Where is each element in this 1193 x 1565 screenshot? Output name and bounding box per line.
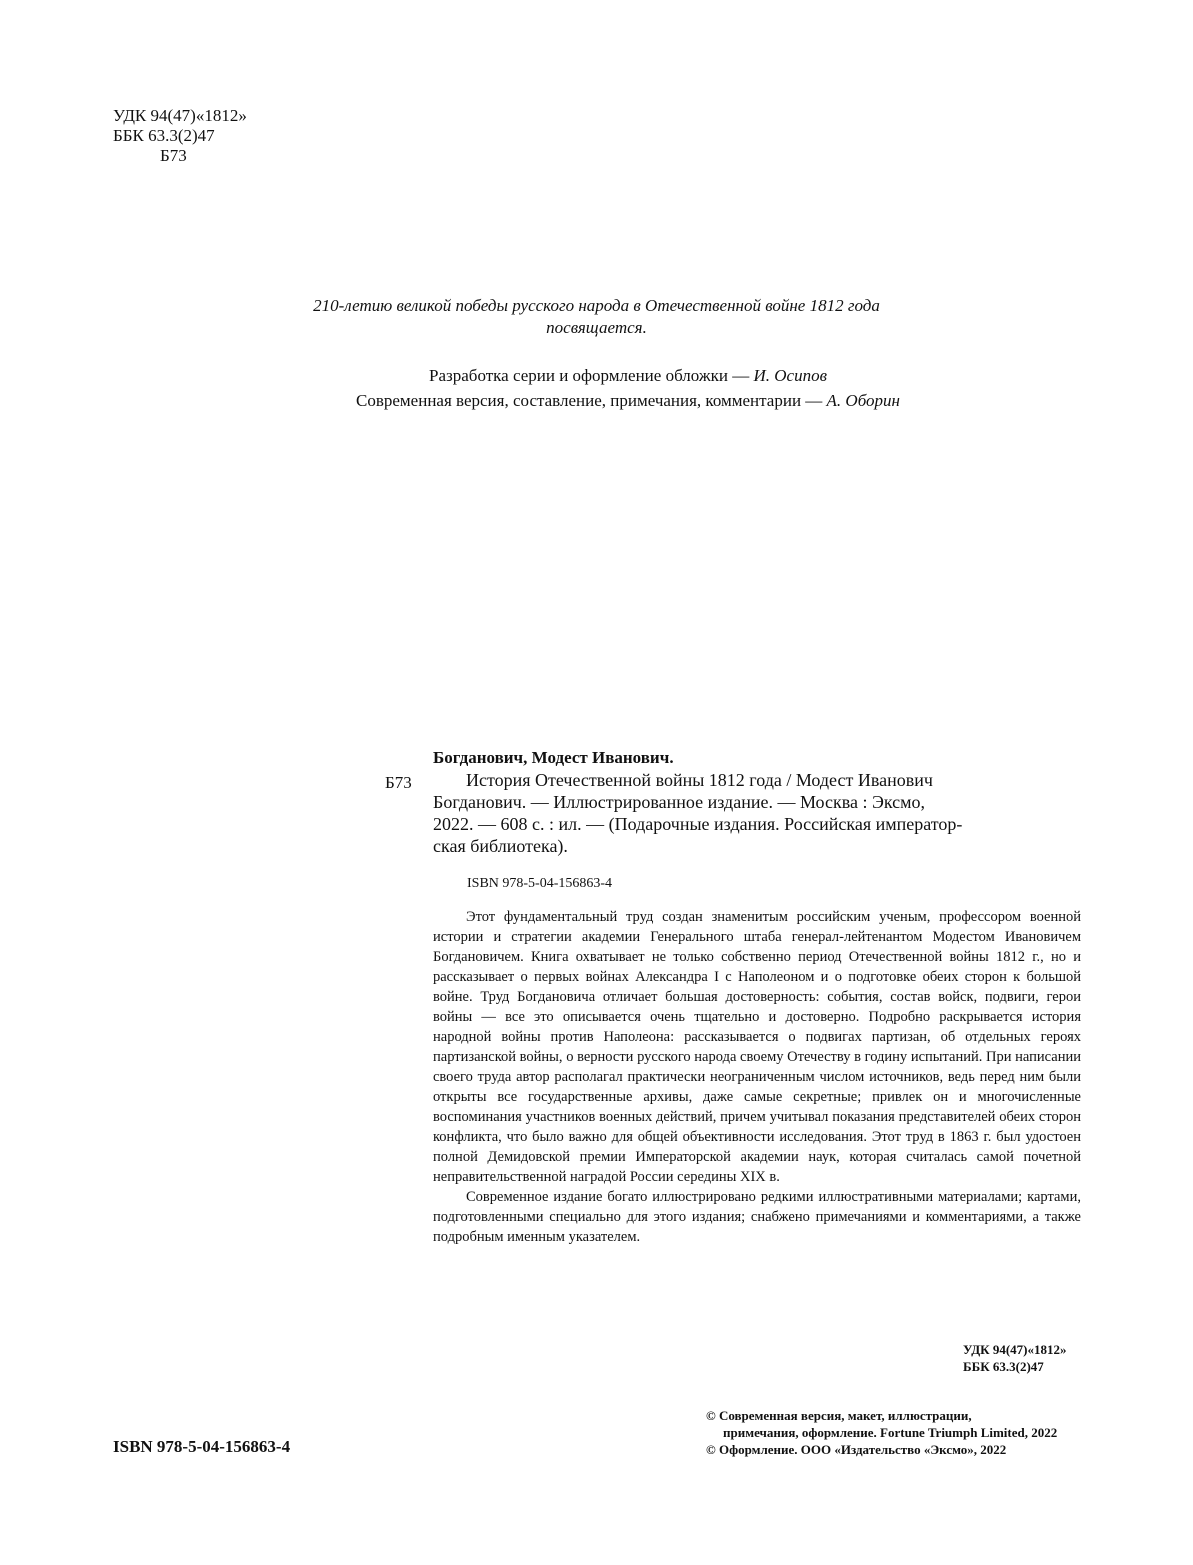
copyright-line-2: примечания, оформление. Fortune Triumph Limited, 2022 bbox=[723, 1425, 1058, 1440]
catalog-line-1: История Отечественной войны 1812 года / Модест Иванович bbox=[466, 770, 933, 790]
annotation bbox=[433, 907, 1081, 1247]
isbn-bottom: ISBN 978-5-04-156863-4 bbox=[113, 1437, 291, 1456]
credit-edition-name: А. Оборин bbox=[826, 391, 900, 410]
annotation-paragraph-2: Современное издание богато иллюстрировано редкими иллюстративными материалами; картами, подготовленными специально для этого издания; снабжено примечаниями и комментариями, а также подробным именным указателем. bbox=[433, 1189, 1081, 1245]
credit-design bbox=[200, 363, 1056, 388]
catalog-author: Богданович, Модест Иванович. bbox=[433, 748, 674, 767]
copyright-line-1: © Современная версия, макет, иллюстрации, bbox=[706, 1408, 972, 1423]
bbk-code: ББК 63.3(2)47 bbox=[113, 126, 215, 145]
classification-block-top bbox=[113, 106, 247, 166]
udk-code-bottom: УДК 94(47)«1812» bbox=[963, 1342, 1067, 1357]
catalog-line-3: 2022. — 608 с. : ил. — (Подарочные издания. Российская император- bbox=[433, 814, 963, 834]
credits bbox=[200, 363, 1056, 413]
dedication bbox=[200, 295, 993, 339]
catalog-title-record bbox=[433, 769, 1081, 857]
credit-design-label: Разработка серии и оформление обложки — bbox=[429, 366, 750, 385]
classification-block-bottom bbox=[900, 1341, 1080, 1375]
catalog-line-4: ская библиотека). bbox=[433, 836, 568, 856]
bbk-code-bottom: ББК 63.3(2)47 bbox=[963, 1359, 1044, 1374]
catalog-line-2: Богданович. — Иллюстрированное издание. — Москва : Эксмо, bbox=[433, 792, 926, 812]
dedication-line-2: посвящается. bbox=[546, 318, 647, 337]
copyright-block bbox=[706, 1407, 1057, 1458]
credit-edition bbox=[200, 388, 1056, 413]
copyright-line-3: © Оформление. ООО «Издательство «Эксмо», 2022 bbox=[706, 1442, 1007, 1457]
credit-edition-label: Современная версия, составление, примечания, комментарии — bbox=[356, 391, 823, 410]
catalog-code: Б73 bbox=[385, 773, 412, 792]
udk-code: УДК 94(47)«1812» bbox=[113, 106, 247, 125]
credit-design-name: И. Осипов bbox=[753, 366, 827, 385]
annotation-paragraph-1: Этот фундаментальный труд создан знаменитым российским ученым, профессором военной истории и стратегии академии Генерального штаба генерал-лейтенантом Модестом Ивановичем Богдановичем. Книга охватывает не только собственно период Отечественной войны 1812 г., но и рассказывает о первых войнах Александра I с Наполеоном и о подготовке обеих сторон к большой войне. Труд Богдановича отличает большая достоверность: события, состав войск, подвиги, герои войны — все это описывается очень тщательно и достоверно. Подробно раскрывается история народной войны против Наполеона: рассказывается о подвигах партизан, об отдельных героях партизанской войны, о верности русского народа своему Отечеству в годину испытаний. При написании своего труда автор располагал практически неограниченным числом источников, ведь перед ним были открыты все государственные архивы, даже самые секретные; привлек он и многочисленные воспоминания участников военных действий, причем учитывал показания представителей обеих сторон конфликта, что было важно для общей объективности исследования. Этот труд в 1863 г. был удостоен полной Демидовской премии Императорской академии наук, которая считалась самой почетной неправительственной наградой России середины XIX в. bbox=[433, 909, 1081, 1185]
dedication-line-1: 210-летию великой победы русского народа в Отечественной войне 1812 года bbox=[313, 296, 880, 315]
catalog-isbn: ISBN 978-5-04-156863-4 bbox=[467, 876, 613, 891]
author-mark: Б73 bbox=[160, 146, 187, 165]
